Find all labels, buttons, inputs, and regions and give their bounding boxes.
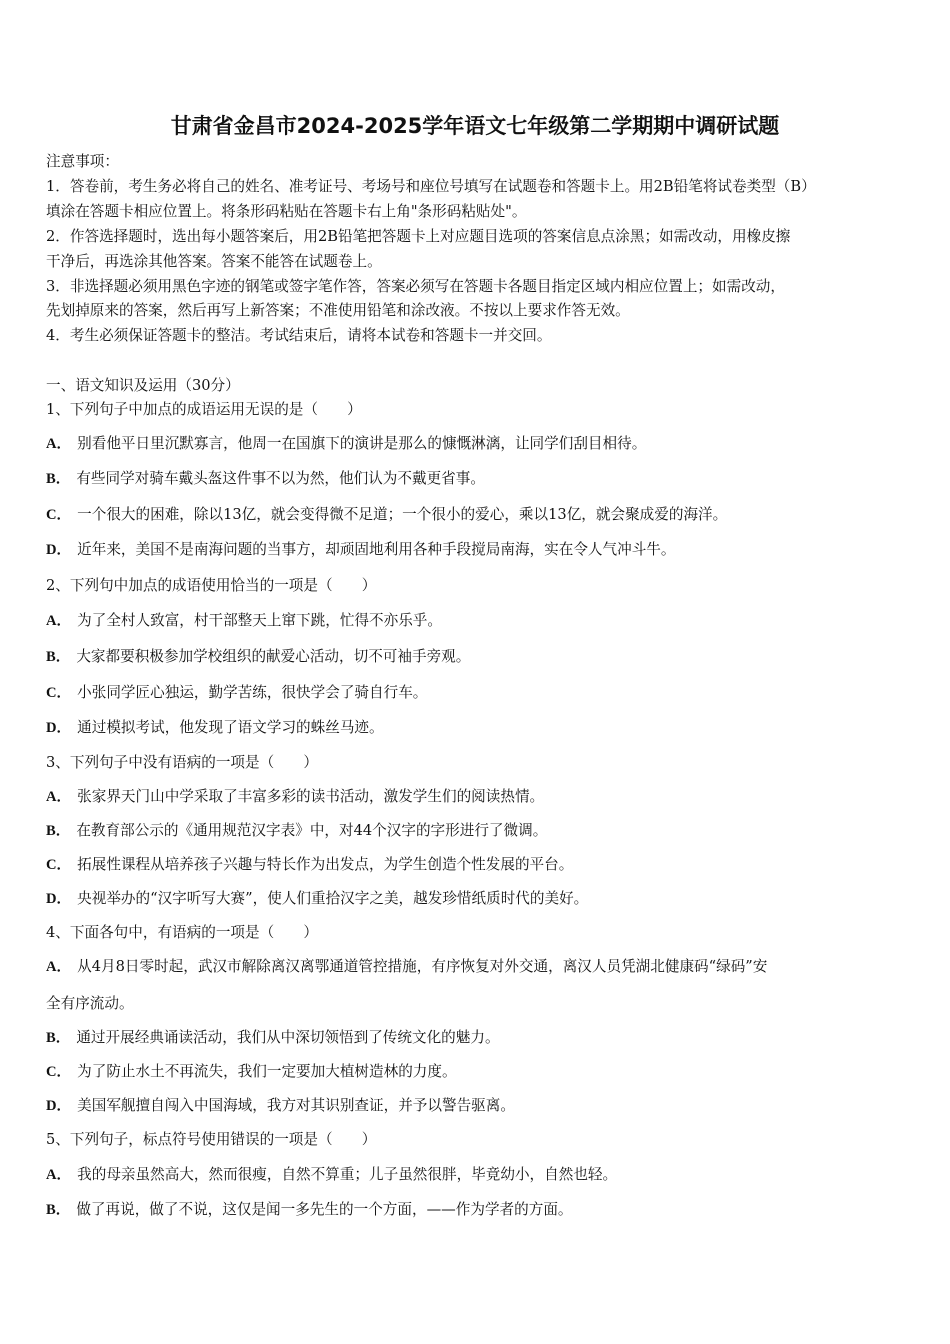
option-item: [46, 889, 904, 909]
option-label: C．: [46, 507, 72, 523]
option-item: [46, 434, 904, 454]
option-item: [46, 647, 904, 667]
notice-line: 先划掉原来的答案，然后再写上新答案；不准使用铅笔和涂改液。不按以上要求作答无效。: [46, 302, 630, 319]
option-text: 张家界天门山中学采取了丰富多彩的读书活动，激发学生们的阅读热情。: [77, 788, 545, 805]
option-label: B．: [46, 471, 71, 487]
option-text: 央视举办的“汉字听写大赛”，使人们重拾汉字之美，越发珍惜纸质时代的美好。: [77, 890, 589, 907]
option-item: [46, 1200, 904, 1220]
option-label: C．: [46, 857, 72, 873]
option-label: B．: [46, 1202, 71, 1218]
option-label: A．: [46, 789, 72, 805]
option-continuation: 全有序流动。: [46, 995, 134, 1012]
option-text: 拓展性课程从培养孩子兴趣与特长作为出发点，为学生创造个性发展的平台。: [77, 856, 574, 873]
question-stem: 5、下列句子，标点符号使用错误的一项是（ ）: [46, 1131, 377, 1148]
option-text: 从4月8日零时起，武汉市解除离汉离鄂通道管控措施，有序恢复对外交通，离汉人员凭湖北健康码“绿码”安: [77, 958, 768, 975]
option-item: [46, 1062, 904, 1082]
notice-heading: 注意事项：: [46, 153, 119, 170]
question-stem: 2、下列句中加点的成语使用恰当的一项是（ ）: [46, 577, 377, 594]
question-stem: 4、下面各句中，有语病的一项是（ ）: [46, 924, 318, 941]
section-heading: 一、语文知识及运用（30分）: [46, 377, 240, 394]
option-item: [46, 1028, 904, 1048]
option-label: D．: [46, 542, 72, 558]
option-label: D．: [46, 1098, 72, 1114]
option-item: [46, 787, 904, 807]
notice-line: 3．非选择题必须用黑色字迹的钢笔或签字笔作答，答案必须写在答题卡各题目指定区域内相应位置上；如需改动，: [46, 278, 785, 295]
page-title: 甘肃省金昌市2024-2025学年语文七年级第二学期期中调研试题: [170, 114, 780, 138]
option-label: B．: [46, 823, 71, 839]
notice-line: 1．答卷前，考生务必将自己的姓名、准考证号、考场号和座位号填写在试题卷和答题卡上。用2B铅笔将试卷类型（B）: [46, 178, 816, 195]
option-label: D．: [46, 720, 72, 736]
option-text: 一个很大的困难，除以13亿，就会变得微不足道；一个很小的爱心，乘以13亿，就会聚成爱的海洋。: [77, 506, 728, 523]
option-item: [46, 855, 904, 875]
option-item: [46, 469, 904, 489]
option-item: [46, 821, 904, 841]
option-label: C．: [46, 685, 72, 701]
option-label: B．: [46, 1030, 71, 1046]
question-stem: 1、下列句子中加点的成语运用无误的是（ ）: [46, 401, 362, 418]
option-text: 美国军舰擅自闯入中国海域，我方对其识别查证，并予以警告驱离。: [77, 1097, 515, 1114]
option-text: 通过模拟考试，他发现了语文学习的蛛丝马迹。: [77, 719, 384, 736]
option-text: 通过开展经典诵读活动，我们从中深切领悟到了传统文化的魅力。: [76, 1029, 500, 1046]
option-text: 做了再说，做了不说，这仅是闻一多先生的一个方面，——作为学者的方面。: [76, 1201, 573, 1218]
notice-line: 干净后，再选涂其他答案。答案不能答在试题卷上。: [46, 253, 382, 270]
notice-line: 2．作答选择题时，选出每小题答案后，用2B铅笔把答题卡上对应题目选项的答案信息点涂黑；如需改动，用橡皮擦: [46, 228, 791, 245]
option-text: 为了防止水土不再流失，我们一定要加大植树造林的力度。: [77, 1063, 457, 1080]
notice-line: 填涂在答题卡相应位置上。将条形码粘贴在答题卡右上角"条形码粘贴处"。: [46, 203, 527, 220]
option-label: A．: [46, 959, 72, 975]
option-item: [46, 1165, 904, 1185]
option-text: 有些同学对骑车戴头盔这件事不以为然，他们认为不戴更省事。: [76, 470, 485, 487]
option-item: [46, 611, 904, 631]
option-label: B．: [46, 649, 71, 665]
option-label: A．: [46, 613, 72, 629]
option-label: A．: [46, 436, 72, 452]
option-item: [46, 540, 904, 560]
notice-line: 4．考生必须保证答题卡的整洁。考试结束后，请将本试卷和答题卡一并交回。: [46, 327, 552, 344]
option-text: 别看他平日里沉默寡言，他周一在国旗下的演讲是那么的慷慨淋漓，让同学们刮目相待。: [77, 435, 647, 452]
option-text: 为了全村人致富，村干部整天上窜下跳，忙得不亦乐乎。: [77, 612, 442, 629]
option-text: 大家都要积极参加学校组织的献爱心活动，切不可袖手旁观。: [76, 648, 471, 665]
option-text: 在教育部公示的《通用规范汉字表》中，对44个汉字的字形进行了微调。: [76, 822, 548, 839]
option-item: [46, 683, 904, 703]
option-text: 近年来，美国不是南海问题的当事方，却顽固地利用各种手段搅局南海，实在令人气冲斗牛。: [77, 541, 676, 558]
option-label: D．: [46, 891, 72, 907]
option-item: [46, 505, 904, 525]
option-item: [46, 957, 904, 977]
option-text: 小张同学匠心独运，勤学苦练，很快学会了骑自行车。: [77, 684, 428, 701]
option-label: C．: [46, 1064, 72, 1080]
option-label: A．: [46, 1167, 72, 1183]
option-text: 我的母亲虽然高大，然而很瘦，自然不算重；儿子虽然很胖，毕竟幼小，自然也轻。: [77, 1166, 618, 1183]
option-item: [46, 718, 904, 738]
option-item: [46, 1096, 904, 1116]
question-stem: 3、下列句子中没有语病的一项是（ ）: [46, 754, 318, 771]
